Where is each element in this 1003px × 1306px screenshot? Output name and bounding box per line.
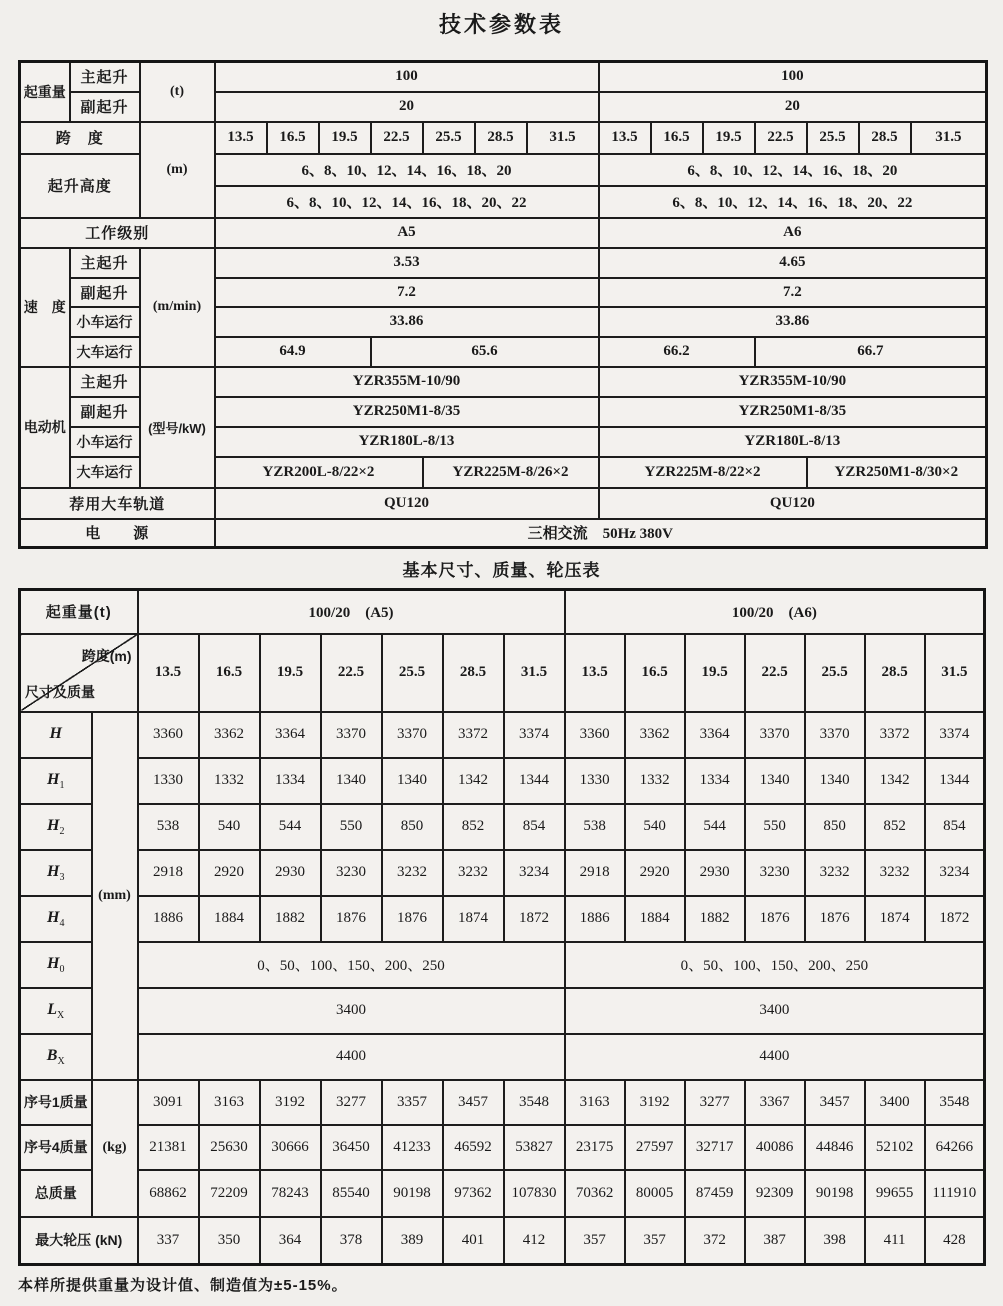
table-row (20, 988, 985, 1034)
label-aux-hoist: 副起升 (70, 397, 140, 427)
row-label-H: H (20, 712, 92, 758)
value-cell: 3374 (925, 712, 985, 758)
value-cell: 66.7 (755, 337, 987, 367)
value-cell: 3163 (565, 1080, 625, 1125)
value-cell: 36450 (321, 1125, 382, 1170)
value-cell: 20 (215, 92, 599, 122)
span-header-cell: 19.5 (685, 634, 745, 712)
value-cell: 16.5 (651, 122, 703, 154)
value-cell: 1340 (382, 758, 443, 804)
value-cell: 23175 (565, 1125, 625, 1170)
value-cell: 1340 (745, 758, 805, 804)
value-cell: 70362 (565, 1170, 625, 1217)
row-label-item1-mass: 序号1质量 (20, 1080, 92, 1125)
value-cell: QU120 (215, 488, 599, 519)
span-header-cell: 31.5 (504, 634, 565, 712)
label-capacity-group: 起重量 (20, 62, 70, 122)
value-cell: 3230 (321, 850, 382, 896)
value-cell: 398 (805, 1217, 865, 1265)
table-row (20, 122, 987, 154)
value-cell: 3457 (805, 1080, 865, 1125)
table-row (20, 634, 985, 712)
value-cell: 3277 (685, 1080, 745, 1125)
label-crane-travel: 大车运行 (70, 337, 140, 367)
value-cell: 3232 (865, 850, 925, 896)
label-lift-height: 起升高度 (20, 154, 140, 218)
unit-model-kw: (型号/kW) (140, 367, 215, 488)
value-cell: 6、8、10、12、14、16、18、20、22 (599, 186, 987, 218)
value-cell: 2918 (138, 850, 199, 896)
value-cell: 2918 (565, 850, 625, 896)
value-cell: 46592 (443, 1125, 504, 1170)
value-cell: 111910 (925, 1170, 985, 1217)
value-cell: 550 (745, 804, 805, 850)
value-cell: 40086 (745, 1125, 805, 1170)
value-cell: 16.5 (267, 122, 319, 154)
row-label-H3: $H_3$ (20, 850, 92, 896)
value-cell: 3548 (925, 1080, 985, 1125)
row-label-Lx: $L_X$ (20, 988, 92, 1034)
row-label-total-mass: 总质量 (20, 1170, 92, 1217)
value-cell: 372 (685, 1217, 745, 1265)
value-cell: 3234 (504, 850, 565, 896)
value-cell: 3192 (625, 1080, 685, 1125)
value-cell: 1340 (805, 758, 865, 804)
value-cell: 3400 (565, 988, 985, 1034)
table-row (20, 1125, 985, 1170)
row-label-item4-mass: 序号4质量 (20, 1125, 92, 1170)
value-cell: 87459 (685, 1170, 745, 1217)
dimensions-mass-wheelload-table (18, 588, 986, 1266)
value-cell: 41233 (382, 1125, 443, 1170)
value-cell: 1340 (321, 758, 382, 804)
row-label-max-wheel-load: 最大轮压 (kN) (20, 1217, 138, 1265)
value-cell: 1330 (138, 758, 199, 804)
value-cell: 1342 (443, 758, 504, 804)
value-cell: 1882 (685, 896, 745, 942)
value-cell: 33.86 (599, 307, 987, 337)
row-label-H0: $H_0$ (20, 942, 92, 988)
value-cell: 1884 (199, 896, 260, 942)
value-cell: 3232 (805, 850, 865, 896)
value-cell: 3230 (745, 850, 805, 896)
value-cell: 3548 (504, 1080, 565, 1125)
label-recommended-rail: 荐用大车轨道 (20, 488, 215, 519)
value-cell: 3400 (865, 1080, 925, 1125)
value-cell: 3372 (865, 712, 925, 758)
value-cell: 13.5 (599, 122, 651, 154)
value-cell: 1876 (382, 896, 443, 942)
table-row (20, 758, 985, 804)
value-cell: 3163 (199, 1080, 260, 1125)
label-speed-group: 速 度 (20, 248, 70, 367)
value-cell: 92309 (745, 1170, 805, 1217)
value-cell: 428 (925, 1217, 985, 1265)
value-cell: 1874 (443, 896, 504, 942)
unit-metres: (m) (140, 122, 215, 218)
value-cell: 350 (199, 1217, 260, 1265)
value-cell: 33.86 (215, 307, 599, 337)
value-cell: 21381 (138, 1125, 199, 1170)
value-cell: 19.5 (703, 122, 755, 154)
value-cell: 22.5 (755, 122, 807, 154)
value-cell: 6、8、10、12、14、16、18、20、22 (215, 186, 599, 218)
value-cell: 3232 (382, 850, 443, 896)
value-cell: 389 (382, 1217, 443, 1265)
label-capacity: 起重量(t) (20, 590, 138, 634)
value-cell: 99655 (865, 1170, 925, 1217)
label-power-supply: 电 源 (20, 519, 215, 548)
table-row (20, 1170, 985, 1217)
value-cell: 80005 (625, 1170, 685, 1217)
span-header-cell: 16.5 (625, 634, 685, 712)
value-cell: 3362 (625, 712, 685, 758)
table-row (20, 218, 987, 248)
value-cell: QU120 (599, 488, 987, 519)
value-cell: 540 (199, 804, 260, 850)
value-cell: 44846 (805, 1125, 865, 1170)
value-cell: 852 (865, 804, 925, 850)
value-cell: 3091 (138, 1080, 199, 1125)
value-cell: 6、8、10、12、14、16、18、20 (599, 154, 987, 186)
value-cell: 1886 (565, 896, 625, 942)
value-cell: 25630 (199, 1125, 260, 1170)
value-cell: 25.5 (423, 122, 475, 154)
value-cell: 3370 (805, 712, 865, 758)
value-cell: 3374 (504, 712, 565, 758)
value-power-supply: 三相交流 50Hz 380V (215, 519, 987, 548)
span-header-cell: 25.5 (805, 634, 865, 712)
tech-params-table (18, 60, 988, 549)
value-cell: 401 (443, 1217, 504, 1265)
label-trolley-travel: 小车运行 (70, 307, 140, 337)
unit-tonnes: (t) (140, 62, 215, 122)
value-cell: 3234 (925, 850, 985, 896)
label-motor-group: 电动机 (20, 367, 70, 488)
value-cell: 2920 (625, 850, 685, 896)
value-cell: 7.2 (215, 278, 599, 307)
value-cell: 3277 (321, 1080, 382, 1125)
value-cell: 6、8、10、12、14、16、18、20 (215, 154, 599, 186)
label-trolley-travel: 小车运行 (70, 427, 140, 457)
value-cell: 4400 (138, 1034, 565, 1080)
value-cell: YZR355M-10/90 (599, 367, 987, 397)
value-cell: 1330 (565, 758, 625, 804)
label-dims-and-mass: 尺寸及质量 (25, 683, 95, 700)
span-header-cell: 16.5 (199, 634, 260, 712)
span-header-cell: 25.5 (382, 634, 443, 712)
table-row (20, 942, 985, 988)
table-row (20, 248, 987, 278)
value-cell: 72209 (199, 1170, 260, 1217)
value-cell: 90198 (382, 1170, 443, 1217)
value-cell: 550 (321, 804, 382, 850)
value-cell: 3364 (685, 712, 745, 758)
value-cell: 3400 (138, 988, 565, 1034)
value-cell: 1872 (504, 896, 565, 942)
value-cell: 100 (599, 62, 987, 92)
value-cell: 854 (504, 804, 565, 850)
value-cell: 2930 (685, 850, 745, 896)
row-label-Bx: $B_X$ (20, 1034, 92, 1080)
value-cell: 378 (321, 1217, 382, 1265)
value-cell: 1332 (199, 758, 260, 804)
value-cell: 412 (504, 1217, 565, 1265)
value-cell: 3.53 (215, 248, 599, 278)
span-header-cell: 13.5 (565, 634, 625, 712)
value-cell: 1334 (260, 758, 321, 804)
value-cell: 0、50、100、150、200、250 (138, 942, 565, 988)
value-cell: 64266 (925, 1125, 985, 1170)
value-cell: 52102 (865, 1125, 925, 1170)
value-cell: 544 (260, 804, 321, 850)
value-cell: 90198 (805, 1170, 865, 1217)
value-cell: 1344 (504, 758, 565, 804)
table-row (20, 1080, 985, 1125)
value-cell: 852 (443, 804, 504, 850)
value-cell: 100 (215, 62, 599, 92)
value-cell: YZR250M1-8/35 (599, 397, 987, 427)
table-row (20, 488, 987, 519)
value-cell: 850 (805, 804, 865, 850)
value-cell: 3457 (443, 1080, 504, 1125)
value-cell: 30666 (260, 1125, 321, 1170)
row-label-H4: $H_4$ (20, 896, 92, 942)
table-row (20, 896, 985, 942)
row-label-H1: $H_1$ (20, 758, 92, 804)
value-cell: 13.5 (215, 122, 267, 154)
value-cell: 337 (138, 1217, 199, 1265)
label-main-hoist: 主起升 (70, 248, 140, 278)
value-cell: 4.65 (599, 248, 987, 278)
diagonal-header-cell (20, 634, 138, 712)
value-cell: 27597 (625, 1125, 685, 1170)
span-header-cell: 13.5 (138, 634, 199, 712)
value-cell: 3370 (745, 712, 805, 758)
value-cell: YZR200L-8/22×2 (215, 457, 423, 488)
label-span-m: 跨度(m) (81, 647, 132, 664)
table-row (20, 804, 985, 850)
value-cell: 1342 (865, 758, 925, 804)
value-cell: 2920 (199, 850, 260, 896)
span-header-cell: 19.5 (260, 634, 321, 712)
table-row (20, 367, 987, 397)
value-cell: A6 (599, 218, 987, 248)
table-row (20, 62, 987, 92)
value-cell: 107830 (504, 1170, 565, 1217)
value-cell: 1876 (745, 896, 805, 942)
span-header-cell: 22.5 (321, 634, 382, 712)
value-cell: 3370 (321, 712, 382, 758)
value-cell: A5 (215, 218, 599, 248)
value-cell: 3357 (382, 1080, 443, 1125)
value-cell: 2930 (260, 850, 321, 896)
value-cell: 3370 (382, 712, 443, 758)
label-main-hoist: 主起升 (70, 62, 140, 92)
unit-kg: (kg) (92, 1080, 138, 1217)
label-aux-hoist: 副起升 (70, 278, 140, 307)
value-cell: 854 (925, 804, 985, 850)
span-header-cell: 28.5 (865, 634, 925, 712)
value-cell: 538 (138, 804, 199, 850)
table-row (20, 1034, 985, 1080)
value-cell: 387 (745, 1217, 805, 1265)
unit-m-per-min: (m/min) (140, 248, 215, 367)
value-cell: 1886 (138, 896, 199, 942)
value-cell: 7.2 (599, 278, 987, 307)
value-cell: 65.6 (371, 337, 599, 367)
value-cell: 3360 (565, 712, 625, 758)
value-cell: 3232 (443, 850, 504, 896)
value-cell: 31.5 (527, 122, 599, 154)
value-cell: 3360 (138, 712, 199, 758)
value-cell: 0、50、100、150、200、250 (565, 942, 985, 988)
value-cell: 1332 (625, 758, 685, 804)
value-cell: 540 (625, 804, 685, 850)
table-row (20, 712, 985, 758)
unit-mm: (mm) (92, 712, 138, 1080)
value-cell: 1884 (625, 896, 685, 942)
value-cell: YZR355M-10/90 (215, 367, 599, 397)
label-span: 跨 度 (20, 122, 140, 154)
label-crane-travel: 大车运行 (70, 457, 140, 488)
value-cell: 1874 (865, 896, 925, 942)
span-header-cell: 22.5 (745, 634, 805, 712)
value-cell: 53827 (504, 1125, 565, 1170)
value-cell: 357 (565, 1217, 625, 1265)
value-cell: 78243 (260, 1170, 321, 1217)
value-cell: 1876 (805, 896, 865, 942)
header-a5: 100/20 (A5) (138, 590, 565, 634)
footnote: 本样所提供重量为设计值、制造值为±5-15%。 (18, 1277, 348, 1294)
value-cell: 850 (382, 804, 443, 850)
value-cell: YZR225M-8/26×2 (423, 457, 599, 488)
value-cell: 357 (625, 1217, 685, 1265)
value-cell: YZR250M1-8/30×2 (807, 457, 987, 488)
value-cell: YZR225M-8/22×2 (599, 457, 807, 488)
label-main-hoist: 主起升 (70, 367, 140, 397)
section-title: 基本尺寸、质量、轮压表 (402, 561, 601, 580)
value-cell: 3372 (443, 712, 504, 758)
span-header-cell: 31.5 (925, 634, 985, 712)
value-cell: 538 (565, 804, 625, 850)
table-row (20, 519, 987, 548)
value-cell: 3367 (745, 1080, 805, 1125)
value-cell: 364 (260, 1217, 321, 1265)
span-header-cell: 28.5 (443, 634, 504, 712)
value-cell: 1882 (260, 896, 321, 942)
value-cell: 31.5 (911, 122, 987, 154)
table-row (20, 1217, 985, 1265)
value-cell: YZR180L-8/13 (215, 427, 599, 457)
value-cell: 1334 (685, 758, 745, 804)
value-cell: 4400 (565, 1034, 985, 1080)
value-cell: 68862 (138, 1170, 199, 1217)
value-cell: 1344 (925, 758, 985, 804)
value-cell: 544 (685, 804, 745, 850)
value-cell: 28.5 (475, 122, 527, 154)
table-row (20, 850, 985, 896)
value-cell: 3192 (260, 1080, 321, 1125)
value-cell: 1872 (925, 896, 985, 942)
value-cell: 28.5 (859, 122, 911, 154)
row-label-H2: $H_2$ (20, 804, 92, 850)
value-cell: 3364 (260, 712, 321, 758)
value-cell: 19.5 (319, 122, 371, 154)
header-a6: 100/20 (A6) (565, 590, 985, 634)
value-cell: 25.5 (807, 122, 859, 154)
value-cell: YZR250M1-8/35 (215, 397, 599, 427)
value-cell: 3362 (199, 712, 260, 758)
label-duty-class: 工作级别 (20, 218, 215, 248)
value-cell: 97362 (443, 1170, 504, 1217)
value-cell: 1876 (321, 896, 382, 942)
value-cell: 22.5 (371, 122, 423, 154)
value-cell: 64.9 (215, 337, 371, 367)
table-row (20, 590, 985, 634)
value-cell: 32717 (685, 1125, 745, 1170)
value-cell: 20 (599, 92, 987, 122)
value-cell: YZR180L-8/13 (599, 427, 987, 457)
value-cell: 85540 (321, 1170, 382, 1217)
page-title: 技术参数表 (438, 12, 564, 37)
value-cell: 411 (865, 1217, 925, 1265)
label-aux-hoist: 副起升 (70, 92, 140, 122)
value-cell: 66.2 (599, 337, 755, 367)
